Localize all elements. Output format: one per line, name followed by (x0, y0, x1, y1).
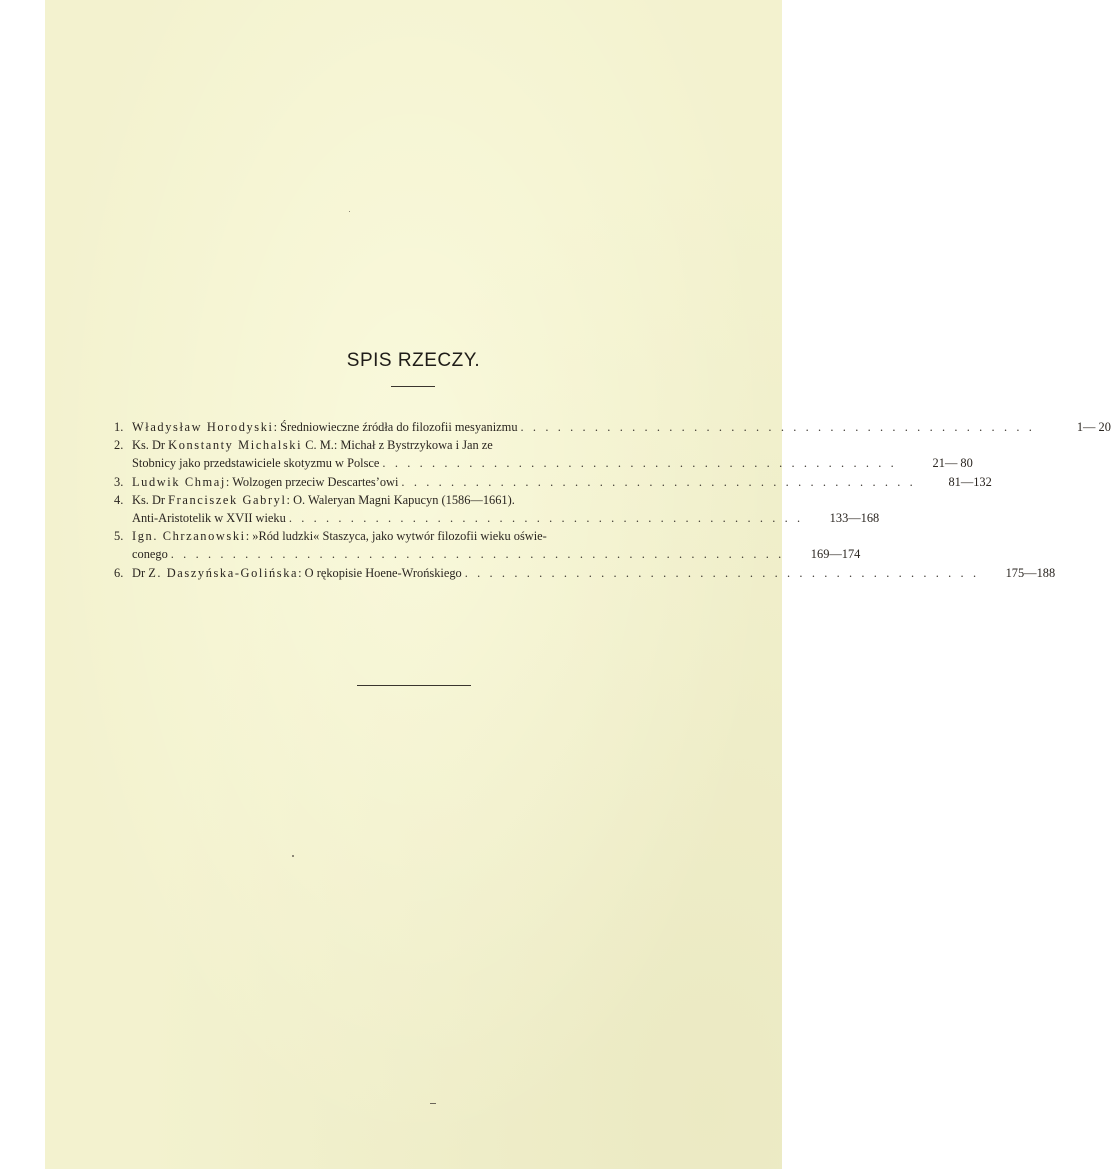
entry-author: Władysław Horodyski (132, 420, 274, 434)
entry-prefix: Ks. Dr (132, 492, 169, 507)
entry-author: Konstanty Michalski (168, 438, 303, 453)
leader-dots: . . . . . . . . . . . . . . . . . . . . . . . . . . . . . . . . . . . . . . . . . . (382, 456, 897, 471)
entry-suffix: C. M. (302, 438, 334, 453)
entry-pages: 81—132 (948, 474, 992, 489)
entry-number: 6. (114, 565, 124, 580)
entry-title: Michał z Bystrzykowa i Jan ze (340, 438, 493, 453)
entry-prefix: Dr (132, 565, 149, 580)
entry-author: Franciszek Gabryl (168, 492, 287, 507)
leader-dots: . . . . . . . . . . . . . . . . . . . . . . . . . . . . . . . . . . . . . . . . . . (288, 511, 804, 526)
toc-entry: 3. Ludwik Chmaj: Wolzogen przeciw Descartes’owi . . . . . . . . . . . . . . . . . . . . . . . . . . . . . . . . . . . . . . . . . . 81—132 (114, 473, 712, 491)
toc-entry: 5. Ign. Chrzanowski: »Ród ludzki« Staszyca, jako wytwór filozofii wieku oświe- conego . . . . . . . . . . . . . . . . . . . . . . . . . . . . . . . . . . . . . . . . . . . . . . . . . . 169—174 (114, 527, 712, 563)
entry-title-continued: conego (132, 547, 168, 562)
entry-pages: 133—168 (829, 511, 880, 526)
toc-entry: 6. Dr Z. Daszyńska-Golińska: O rękopisie Hoene-Wrońskiego . . . . . . . . . . . . . . . . . . . . . . . . . . . . . . . . . . . . . . . . . . 175—188 (114, 564, 712, 582)
entry-title: O rękopisie Hoene-Wrońskiego (304, 565, 462, 580)
entry-number: 2. (114, 438, 124, 453)
paper-speck (349, 211, 350, 212)
leader-dots: . . . . . . . . . . . . . . . . . . . . . . . . . . . . . . . . . . . . . . . . . . (520, 420, 1035, 434)
paper-speck (292, 855, 294, 857)
leader-dots: . . . . . . . . . . . . . . . . . . . . . . . . . . . . . . . . . . . . . . . . . . (401, 474, 916, 489)
leader-dots: . . . . . . . . . . . . . . . . . . . . . . . . . . . . . . . . . . . . . . . . . . . . . . . . . . (170, 547, 785, 562)
toc-entry: 2. Ks. Dr Konstanty Michalski C. M.: Michał z Bystrzykowa i Jan ze Stobnicy jako przedstawiciele skotyzmu w Polsce . . . . . . . . . . . . . . . . . . . . . . . . . . . . . . . . . . . . . . . . . . 21— 80 (114, 436, 712, 472)
page-title: SPIS RZECZY. (346, 350, 481, 371)
entry-title: Wolzogen przeciw Descartes’owi (232, 474, 399, 489)
entry-number: 5. (114, 529, 124, 544)
entry-title-continued: Anti-Aristotelik w XVII wieku (132, 511, 286, 526)
entry-author: Z. Daszyńska-Golińska (148, 565, 299, 580)
entry-number: 3. (114, 474, 124, 489)
entry-author: Ludwik Chmaj (132, 474, 226, 489)
toc-entry: 4. Ks. Dr Franciszek Gabryl: O. Waleryan Magni Kapucyn (1586—1661). Anti-Aristotelik w XVII wieku . . . . . . . . . . . . . . . . . . . . . . . . . . . . . . . . . . . . . . . . . . 133—168 (114, 491, 712, 527)
entry-author: Ign. Chrzanowski (132, 529, 246, 544)
entry-pages: 1— 20 (1076, 420, 1111, 434)
entry-pages: 21— 80 (932, 456, 973, 471)
toc-entry: 1. Władysław Horodyski: Średniowieczne źródła do filozofii mesyanizmu . . . . . . . . . . . . . . . . . . . . . . . . . . . . . . . . . . . . . . . . . . 1— 20 (114, 418, 712, 436)
paper-speck (430, 1103, 436, 1104)
entry-title: »Ród ludzki« Staszyca, jako wytwór filozofii wieku oświe- (252, 529, 547, 544)
title-divider (391, 386, 435, 387)
table-of-contents (114, 418, 1111, 582)
entry-pages: 169—174 (810, 547, 861, 562)
entry-number: 1. (114, 420, 124, 434)
entry-prefix: Ks. Dr (132, 438, 169, 453)
end-divider (357, 685, 471, 686)
entry-title: Średniowieczne źródła do filozofii mesyanizmu (280, 420, 518, 434)
entry-pages: 175—188 (1005, 565, 1056, 580)
entry-title-continued: Stobnicy jako przedstawiciele skotyzmu w Polsce (132, 456, 380, 471)
entry-number: 4. (114, 492, 124, 507)
page-sheet (45, 0, 782, 1169)
entry-title: O. Waleryan Magni Kapucyn (1586—1661). (293, 492, 515, 507)
leader-dots: . . . . . . . . . . . . . . . . . . . . . . . . . . . . . . . . . . . . . . . . . . (464, 565, 980, 580)
